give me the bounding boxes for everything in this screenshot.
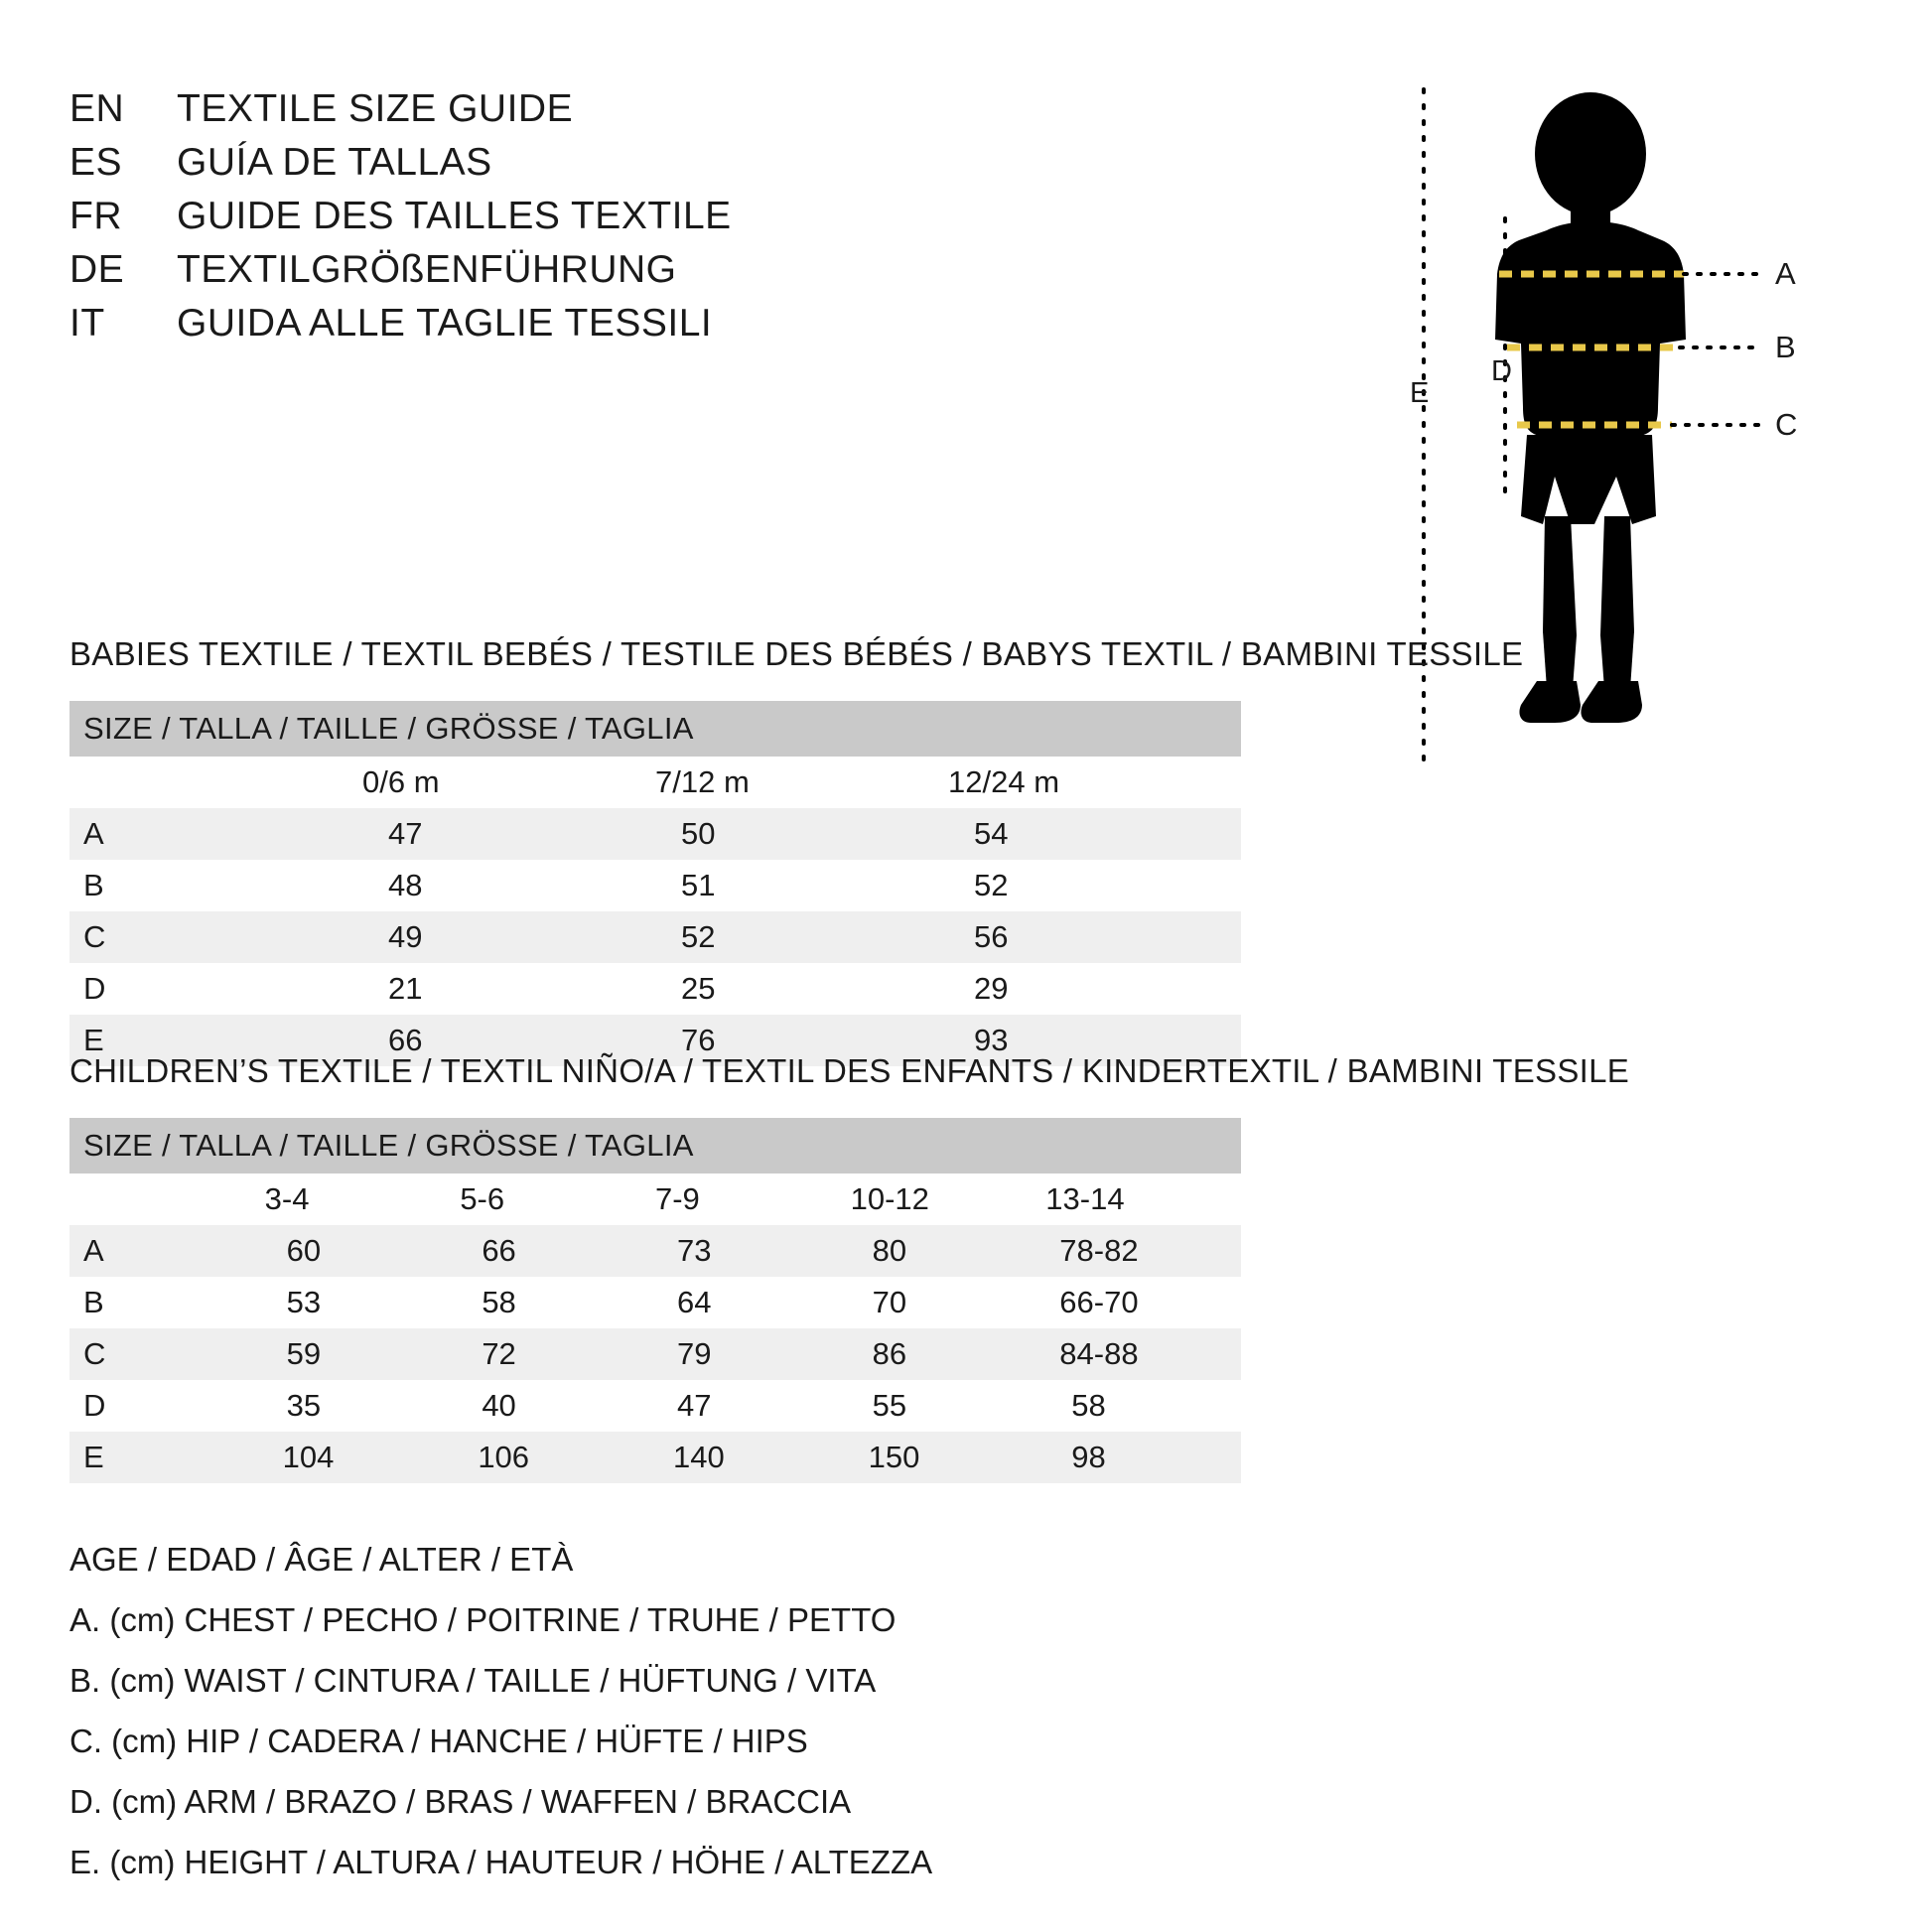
children-c-4: 84-88 bbox=[1045, 1328, 1241, 1380]
children-c-0: 59 bbox=[265, 1328, 461, 1380]
child-silhouette bbox=[1495, 92, 1686, 723]
language-header bbox=[69, 87, 1360, 355]
babies-row-label-e: E bbox=[69, 1015, 362, 1066]
language-row-es bbox=[69, 141, 1360, 195]
children-col-0: 3-4 bbox=[265, 1173, 461, 1225]
language-code-de: DE bbox=[69, 248, 125, 291]
children-row-label-d: D bbox=[69, 1380, 265, 1432]
legend-item-a: A. (cm) CHEST / PECHO / POITRINE / TRUHE / PETTO bbox=[69, 1601, 897, 1638]
language-text-en: TEXTILE SIZE GUIDE bbox=[177, 87, 574, 130]
figure-label-a: A bbox=[1775, 256, 1796, 291]
legend-item-d: D. (cm) ARM / BRAZO / BRAS / WAFFEN / BRACCIA bbox=[69, 1783, 852, 1820]
children-a-3: 80 bbox=[851, 1225, 1046, 1277]
children-row-label-c: C bbox=[69, 1328, 265, 1380]
babies-column-header-row bbox=[69, 757, 1241, 808]
legend-item-e: E. (cm) HEIGHT / ALTURA / HAUTEUR / HÖHE / ALTEZZA bbox=[69, 1844, 933, 1880]
babies-section bbox=[69, 635, 1523, 1066]
children-c-3: 86 bbox=[851, 1328, 1046, 1380]
children-d-3: 55 bbox=[851, 1380, 1046, 1432]
babies-corner-cell bbox=[69, 757, 362, 808]
babies-row-label-c: C bbox=[69, 911, 362, 963]
children-a-1: 66 bbox=[460, 1225, 655, 1277]
babies-e-0: 66 bbox=[362, 1015, 655, 1066]
legend-title: AGE / EDAD / ÂGE / ALTER / ETÀ bbox=[69, 1541, 574, 1578]
language-row-de bbox=[69, 248, 1360, 302]
babies-e-1: 76 bbox=[655, 1015, 948, 1066]
table-row bbox=[69, 963, 1241, 1015]
legend-item-b: B. (cm) WAIST / CINTURA / TAILLE / HÜFTUNG / VITA bbox=[69, 1662, 877, 1699]
children-col-4: 13-14 bbox=[1045, 1173, 1241, 1225]
children-band-label: SIZE / TALLA / TAILLE / GRÖSSE / TAGLIA bbox=[69, 1118, 1241, 1173]
children-c-1: 72 bbox=[460, 1328, 655, 1380]
language-row-it bbox=[69, 302, 1360, 355]
babies-a-2: 54 bbox=[948, 808, 1241, 860]
children-c-2: 79 bbox=[655, 1328, 851, 1380]
figure-label-e: E bbox=[1410, 377, 1430, 409]
figure-label-c: C bbox=[1775, 407, 1798, 442]
table-row bbox=[69, 1277, 1241, 1328]
children-d-4: 58 bbox=[1045, 1380, 1241, 1432]
children-e-0: 104 bbox=[265, 1432, 461, 1483]
babies-table bbox=[69, 701, 1241, 1066]
babies-row-label-b: B bbox=[69, 860, 362, 911]
language-code-es: ES bbox=[69, 141, 123, 184]
children-b-1: 58 bbox=[460, 1277, 655, 1328]
legend-item-c: C. (cm) HIP / CADERA / HANCHE / HÜFTE / HIPS bbox=[69, 1723, 808, 1759]
children-d-1: 40 bbox=[460, 1380, 655, 1432]
children-a-0: 60 bbox=[265, 1225, 461, 1277]
babies-e-2: 93 bbox=[948, 1015, 1241, 1066]
children-e-2: 140 bbox=[655, 1432, 851, 1483]
children-d-2: 47 bbox=[655, 1380, 851, 1432]
children-title: CHILDREN’S TEXTILE / TEXTIL NIÑO/A / TEXTIL DES ENFANTS / KINDERTEXTIL / BAMBINI TESSILE bbox=[69, 1052, 1630, 1089]
language-code-it: IT bbox=[69, 302, 105, 345]
children-e-4: 98 bbox=[1045, 1432, 1241, 1483]
babies-a-1: 50 bbox=[655, 808, 948, 860]
children-b-4: 66-70 bbox=[1045, 1277, 1241, 1328]
language-code-en: EN bbox=[69, 87, 125, 130]
children-row-label-e: E bbox=[69, 1432, 265, 1483]
table-row bbox=[69, 1380, 1241, 1432]
children-col-1: 5-6 bbox=[460, 1173, 655, 1225]
figure-label-d: D bbox=[1491, 355, 1512, 387]
children-b-3: 70 bbox=[851, 1277, 1046, 1328]
language-text-fr: GUIDE DES TAILLES TEXTILE bbox=[177, 195, 732, 237]
babies-c-1: 52 bbox=[655, 911, 948, 963]
children-d-0: 35 bbox=[265, 1380, 461, 1432]
children-section bbox=[69, 1052, 1629, 1483]
children-b-0: 53 bbox=[265, 1277, 461, 1328]
table-row bbox=[69, 1225, 1241, 1277]
babies-a-0: 47 bbox=[362, 808, 655, 860]
babies-b-1: 51 bbox=[655, 860, 948, 911]
children-col-2: 7-9 bbox=[655, 1173, 851, 1225]
children-a-4: 78-82 bbox=[1045, 1225, 1241, 1277]
language-row-fr bbox=[69, 195, 1360, 248]
figure-label-b: B bbox=[1775, 330, 1796, 364]
children-a-2: 73 bbox=[655, 1225, 851, 1277]
babies-col-2: 12/24 m bbox=[948, 757, 1241, 808]
babies-row-label-d: D bbox=[69, 963, 362, 1015]
language-text-it: GUIDA ALLE TAGLIE TESSILI bbox=[177, 302, 713, 345]
babies-d-0: 21 bbox=[362, 963, 655, 1015]
babies-b-0: 48 bbox=[362, 860, 655, 911]
language-code-fr: FR bbox=[69, 195, 122, 237]
babies-b-2: 52 bbox=[948, 860, 1241, 911]
table-row bbox=[69, 1432, 1241, 1483]
children-e-1: 106 bbox=[460, 1432, 655, 1483]
table-row bbox=[69, 808, 1241, 860]
babies-c-2: 56 bbox=[948, 911, 1241, 963]
children-b-2: 64 bbox=[655, 1277, 851, 1328]
language-text-de: TEXTILGRÖßENFÜHRUNG bbox=[177, 248, 677, 291]
children-table bbox=[69, 1118, 1241, 1483]
babies-band-label: SIZE / TALLA / TAILLE / GRÖSSE / TAGLIA bbox=[69, 701, 1241, 757]
babies-d-2: 29 bbox=[948, 963, 1241, 1015]
babies-title: BABIES TEXTILE / TEXTIL BEBÉS / TESTILE DES BÉBÉS / BABYS TEXTIL / BAMBINI TESSILE bbox=[69, 635, 1524, 672]
babies-band-row bbox=[69, 701, 1241, 757]
language-text-es: GUÍA DE TALLAS bbox=[177, 141, 492, 184]
language-row-en bbox=[69, 87, 1360, 141]
babies-row-label-a: A bbox=[69, 808, 362, 860]
babies-col-1: 7/12 m bbox=[655, 757, 948, 808]
table-row bbox=[69, 911, 1241, 963]
table-row bbox=[69, 860, 1241, 911]
children-column-header-row bbox=[69, 1173, 1241, 1225]
babies-d-1: 25 bbox=[655, 963, 948, 1015]
children-col-3: 10-12 bbox=[851, 1173, 1046, 1225]
legend-block bbox=[69, 1529, 1459, 1892]
children-band-row bbox=[69, 1118, 1241, 1173]
children-corner-cell bbox=[69, 1173, 265, 1225]
babies-col-0: 0/6 m bbox=[362, 757, 655, 808]
table-row bbox=[69, 1328, 1241, 1380]
children-e-3: 150 bbox=[851, 1432, 1046, 1483]
babies-c-0: 49 bbox=[362, 911, 655, 963]
children-row-label-a: A bbox=[69, 1225, 265, 1277]
children-row-label-b: B bbox=[69, 1277, 265, 1328]
